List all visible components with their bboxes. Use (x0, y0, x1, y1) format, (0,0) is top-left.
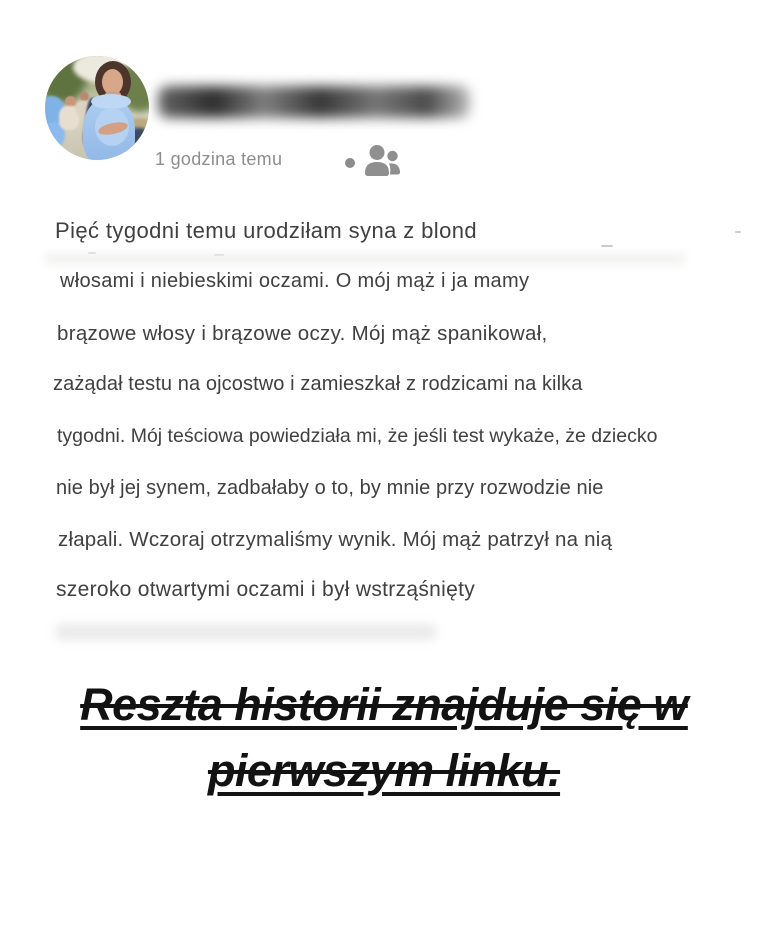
scan-artifact (601, 245, 613, 247)
scan-smudge (45, 253, 685, 265)
separator-dot-icon (345, 158, 355, 168)
post-text-line: Pięć tygodni temu urodziłam syna z blond (55, 218, 477, 243)
blurred-username[interactable] (158, 86, 470, 118)
avatar[interactable] (45, 56, 149, 160)
footer-line-1: Reszta historii znajduje się w (80, 679, 688, 730)
post-text-line: nie był jej synem, zadbałaby o to, by mnie przy rozwodzie nie (56, 477, 604, 499)
scan-artifact (735, 231, 741, 233)
post-text-line: złapali. Wczoraj otrzymaliśmy wynik. Mój mąż patrzył na nią (58, 528, 613, 551)
friends-privacy-icon (362, 143, 402, 179)
blurred-text-line (55, 624, 437, 640)
post-text-line: szeroko otwartymi oczami i był wstrząśnięty (56, 578, 476, 601)
avatar-dress-frill (91, 94, 131, 109)
post-text-line: włosami i niebieskimi oczami. O mój mąż i ja mamy (60, 270, 530, 292)
footer-promo-text (0, 672, 768, 804)
post-text-line: brązowe włosy i brązowe oczy. Mój mąż spanikował, (57, 322, 548, 345)
post-timestamp[interactable]: 1 godzina temu (155, 149, 283, 169)
footer-line-2: pierwszym linku. (207, 745, 561, 796)
avatar-background-person (80, 92, 89, 101)
post-text-line: tygodni. Mój teściowa powiedziała mi, że jeśli test wykaże, że dziecko (57, 425, 658, 447)
post-text-line: zażądał testu na ojcostwo i zamieszkał z rodzicami na kilka (53, 373, 583, 395)
